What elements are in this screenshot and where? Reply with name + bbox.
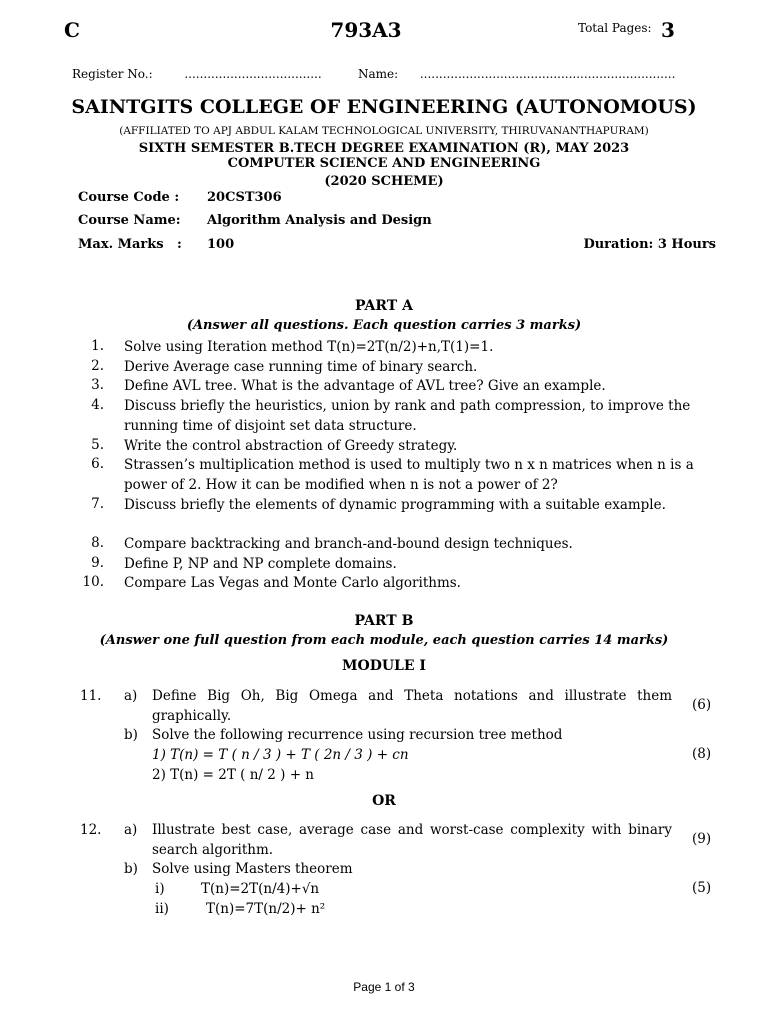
part-b-instruction: (Answer one full question from each module, each question carries 14 marks) <box>99 633 669 648</box>
question-text: Derive Average case running time of binary search. <box>124 358 478 375</box>
max-marks-label: Max. Marks <box>78 237 164 252</box>
question-11a-marks: (6) <box>692 697 712 713</box>
question-11b-recurrence-2: 2) T(n) = 2T ( n/ 2 ) + n <box>152 767 314 783</box>
name-field <box>358 67 675 81</box>
question-11b-marks: (8) <box>692 746 712 762</box>
question-12b-ii-label: ii) <box>155 901 169 917</box>
question-number: 8. <box>91 535 104 551</box>
question-12b-i-text: T(n)=2T(n/4)+√n <box>201 881 320 897</box>
college-name: SAINTGITS COLLEGE OF ENGINEERING (AUTONOMOUS) <box>71 96 697 118</box>
question-11a-label: a) <box>124 688 138 704</box>
question-text: Write the control abstraction of Greedy strategy. <box>124 437 458 454</box>
question-number: 10. <box>82 574 104 591</box>
register-dots: .................................... <box>184 67 322 81</box>
question-text: Strassen’s multiplication method is used to multiply two n x n matrices when n is a power of 2. How it can be modified when n is not a power of 2? <box>124 457 694 493</box>
question-number: 6. <box>91 456 104 473</box>
question-text: Compare Las Vegas and Monte Carlo algorithms. <box>124 575 461 592</box>
question-text: Discuss briefly the elements of dynamic programming with a suitable example. <box>124 496 666 513</box>
part-a-instruction: (Answer all questions. Each question carries 3 marks) <box>186 318 582 333</box>
question-12b-i-label: i) <box>155 881 165 897</box>
total-pages-value: 3 <box>661 18 675 42</box>
question-11b-recurrence-1: 1) T(n) = T ( n / 3 ) + T ( 2n / 3 ) + cn <box>152 747 409 763</box>
question-11b-text: Solve the following recurrence using recursion tree method <box>152 727 563 743</box>
question-12b-text: Solve using Masters theorem <box>152 861 353 877</box>
scheme: (2020 SCHEME) <box>324 174 444 189</box>
question-number: 1. <box>91 338 104 354</box>
course-code-label: Course Code : <box>78 190 180 205</box>
question-text: Solve using Iteration method T(n)=2T(n/2)+n,T(1)=1. <box>124 339 494 355</box>
exam-title: SIXTH SEMESTER B.TECH DEGREE EXAMINATION (R), MAY 2023 <box>138 141 630 156</box>
question-number: 7. <box>91 495 104 512</box>
max-marks-colon: : <box>177 237 182 252</box>
question-number: 9. <box>91 554 104 571</box>
question-text: Compare backtracking and branch-and-bound design techniques. <box>124 536 573 552</box>
part-b-title: PART B <box>354 613 414 629</box>
question-number: 4. <box>91 397 104 414</box>
paper-set-letter: C <box>64 18 80 42</box>
total-pages-label: Total Pages: <box>578 21 652 35</box>
course-name-value: Algorithm Analysis and Design <box>207 213 432 228</box>
question-12a-text: Illustrate best case, average case and worst-case complexity with binary search algorithm. <box>152 822 672 858</box>
question-number: 2. <box>91 357 104 374</box>
question-11-number: 11. <box>80 688 102 704</box>
part-a-title: PART A <box>355 298 413 314</box>
question-number: 5. <box>91 436 104 453</box>
question-12a-marks: (9) <box>692 831 712 847</box>
name-dots: ................................................................... <box>419 67 676 81</box>
question-11b-label: b) <box>124 727 138 743</box>
register-number-field <box>72 67 322 81</box>
page-number-footer: Page 1 of 3 <box>353 980 415 994</box>
question-12b-ii-text: T(n)=7T(n/2)+ n² <box>206 901 326 917</box>
question-12a-label: a) <box>124 822 138 838</box>
question-12-number: 12. <box>80 822 102 838</box>
paper-code: 793A3 <box>330 18 402 42</box>
max-marks-value: 100 <box>207 237 235 252</box>
question-11a-text: Define Big Oh, Big Omega and Theta notations and illustrate them graphically. <box>152 688 672 724</box>
question-12b-label: b) <box>124 861 138 877</box>
register-label: Register No.: <box>72 67 153 81</box>
course-name-label: Course Name: <box>78 213 181 228</box>
course-code-value: 20CST306 <box>207 190 282 205</box>
question-text: Define P, NP and NP complete domains. <box>124 555 397 572</box>
department: COMPUTER SCIENCE AND ENGINEERING <box>227 156 541 171</box>
duration: Duration: 3 Hours <box>583 237 716 252</box>
name-label: Name: <box>358 67 399 81</box>
question-text: Discuss briefly the heuristics, union by rank and path compression, to improve the running time of disjoint set data structure. <box>124 398 691 434</box>
question-text: Define AVL tree. What is the advantage of AVL tree? Give an example. <box>124 378 606 395</box>
or-separator: OR <box>372 793 396 809</box>
module-heading: MODULE I <box>342 658 426 674</box>
question-number: 3. <box>91 377 104 394</box>
question-12b-marks: (5) <box>692 880 712 896</box>
affiliation: (AFFILIATED TO APJ ABDUL KALAM TECHNOLOGICAL UNIVERSITY, THIRUVANANTHAPURAM) <box>119 125 649 137</box>
